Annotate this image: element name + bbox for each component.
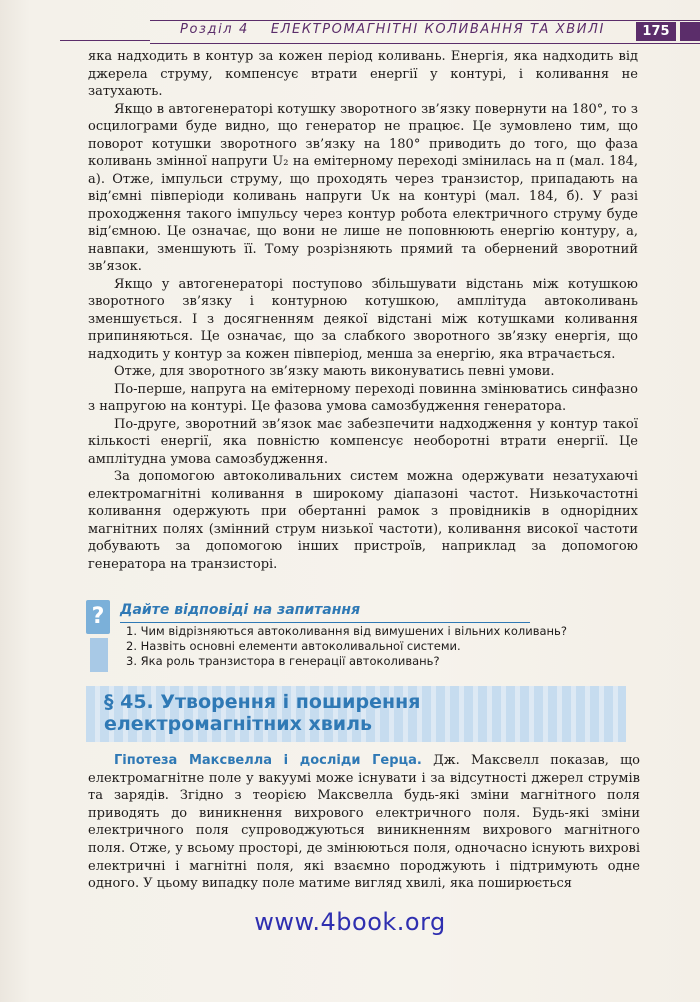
- question-item: 1. Чим відрізняються автоколивання від вимушених і вільних коливань?: [126, 624, 567, 638]
- questions-list: [126, 624, 567, 669]
- header-tab: [680, 22, 700, 41]
- question-item: 2. Назвіть основні елементи автоколивальної системи.: [126, 639, 461, 653]
- paragraph: Отже, для зворотного зв’язку мають виконуватись певні умови.: [114, 364, 555, 379]
- review-questions: [86, 598, 646, 676]
- page-number: 175: [636, 22, 676, 41]
- paragraph: По-перше, напруга на емітерному переході повинна змінюватись синфазно з напругою на контурі. Це фазова умова самозбудження генератора.: [88, 381, 638, 414]
- section-heading: [86, 686, 626, 742]
- paragraph: яка надходить в контур за кожен період коливань. Енергія, яка надходить від джерела струму, компенсує втрати енергії у контурі, і коливання не затухають.: [88, 49, 638, 99]
- header-rule: [60, 40, 150, 41]
- section-label: Розділ 4: [180, 22, 249, 37]
- question-icon: ?: [86, 600, 110, 634]
- chapter-title: ЕЛЕКТРОМАГНІТНІ КОЛИВАННЯ ТА ХВИЛІ: [270, 22, 605, 37]
- paragraph: Якщо в автогенераторі котушку зворотного зв’язку повернути на 180°, то з осцилограми буде видно, що генератор не працює. Це зумовлено тим, що поворот котушки зворотного зв’язку на 180° приводить до того, що фаза коливань змінної напруги U₂ на емітерному переході змінилась на π (мал. 184, а). Отже, імпульси струму, що проходять через транзистор, припадають на від’ємні півперіоди коливань напруги Uк на контурі (мал. 184, б). У разі проходження такого імпульсу через контур робота електричного струму буде від’ємною. Це означає, що вони не лише не поповнюють енергію контуру, а, навпаки, зменшують її. Тому розрізняють прямий та обернений зворотний зв’язок.: [88, 101, 638, 274]
- paragraph: Якщо у автогенераторі поступово збільшувати відстань між котушкою зворотного зв’язку і контурною котушкою, амплітуда автоколивань зменшується. І з досягненням деякої відстані між котушками коливання припиняються. Це означає, що за слабкого зворотного зв’язку енергія, що надходить у контур за кожен півперіод, менша за енергію, яка втрачається.: [88, 276, 638, 362]
- section-title: § 45. Утворення і поширення електромагнітних хвиль: [104, 691, 421, 735]
- subheading: Гіпотеза Максвелла і досліди Герца.: [114, 753, 422, 768]
- main-text: [88, 48, 638, 573]
- header-text: [180, 18, 605, 42]
- questions-rule: [120, 622, 530, 623]
- paragraph-text: Дж. Максвелл показав, що електромагнітне поле у вакуумі може існувати і за відсутності джерел струмів та зарядів. Згідно з теорією Максвелла будь-які зміни магнітного поля приводять до виникнення вихрового електричного поля. Будь-які зміни електричного поля супроводжуються виникненням вихрового магнітного поля. Отже, у всьому просторі, де змінюються поля, одночасно існують вихрові електричні і магнітні поля, які взаємно породжують і підтримують одне одного. У цьому випадку поле матиме вигляд хвилі, яка поширюється: [88, 753, 641, 892]
- section-text: [88, 752, 640, 893]
- question-bar: [90, 638, 108, 672]
- questions-title: Дайте відповіді на запитання: [120, 602, 361, 618]
- question-item: 3. Яка роль транзистора в генерації автоколивань?: [126, 654, 440, 668]
- paragraph: За допомогою автоколивальних систем можна одержувати незатухаючі електромагнітні коливання в широкому діапазоні частот. Низькочастотні коливання одержують при обертанні рамок з провідників в однорідних магнітних полях (змінний струм низької частоти), коливання високої частоти добувають за допомогою інших пристроїв, наприклад за допомогою генератора на транзисторі.: [88, 469, 638, 572]
- paragraph: [88, 752, 640, 893]
- watermark-link[interactable]: www.4book.org: [254, 908, 446, 936]
- paragraph: По-друге, зворотний зв’язок має забезпечити надходження у контур такої кількості енергії, яка повністю компенсує необоротні втрати енергії. Це амплітудна умова самозбудження.: [88, 416, 638, 467]
- running-header: [150, 20, 700, 44]
